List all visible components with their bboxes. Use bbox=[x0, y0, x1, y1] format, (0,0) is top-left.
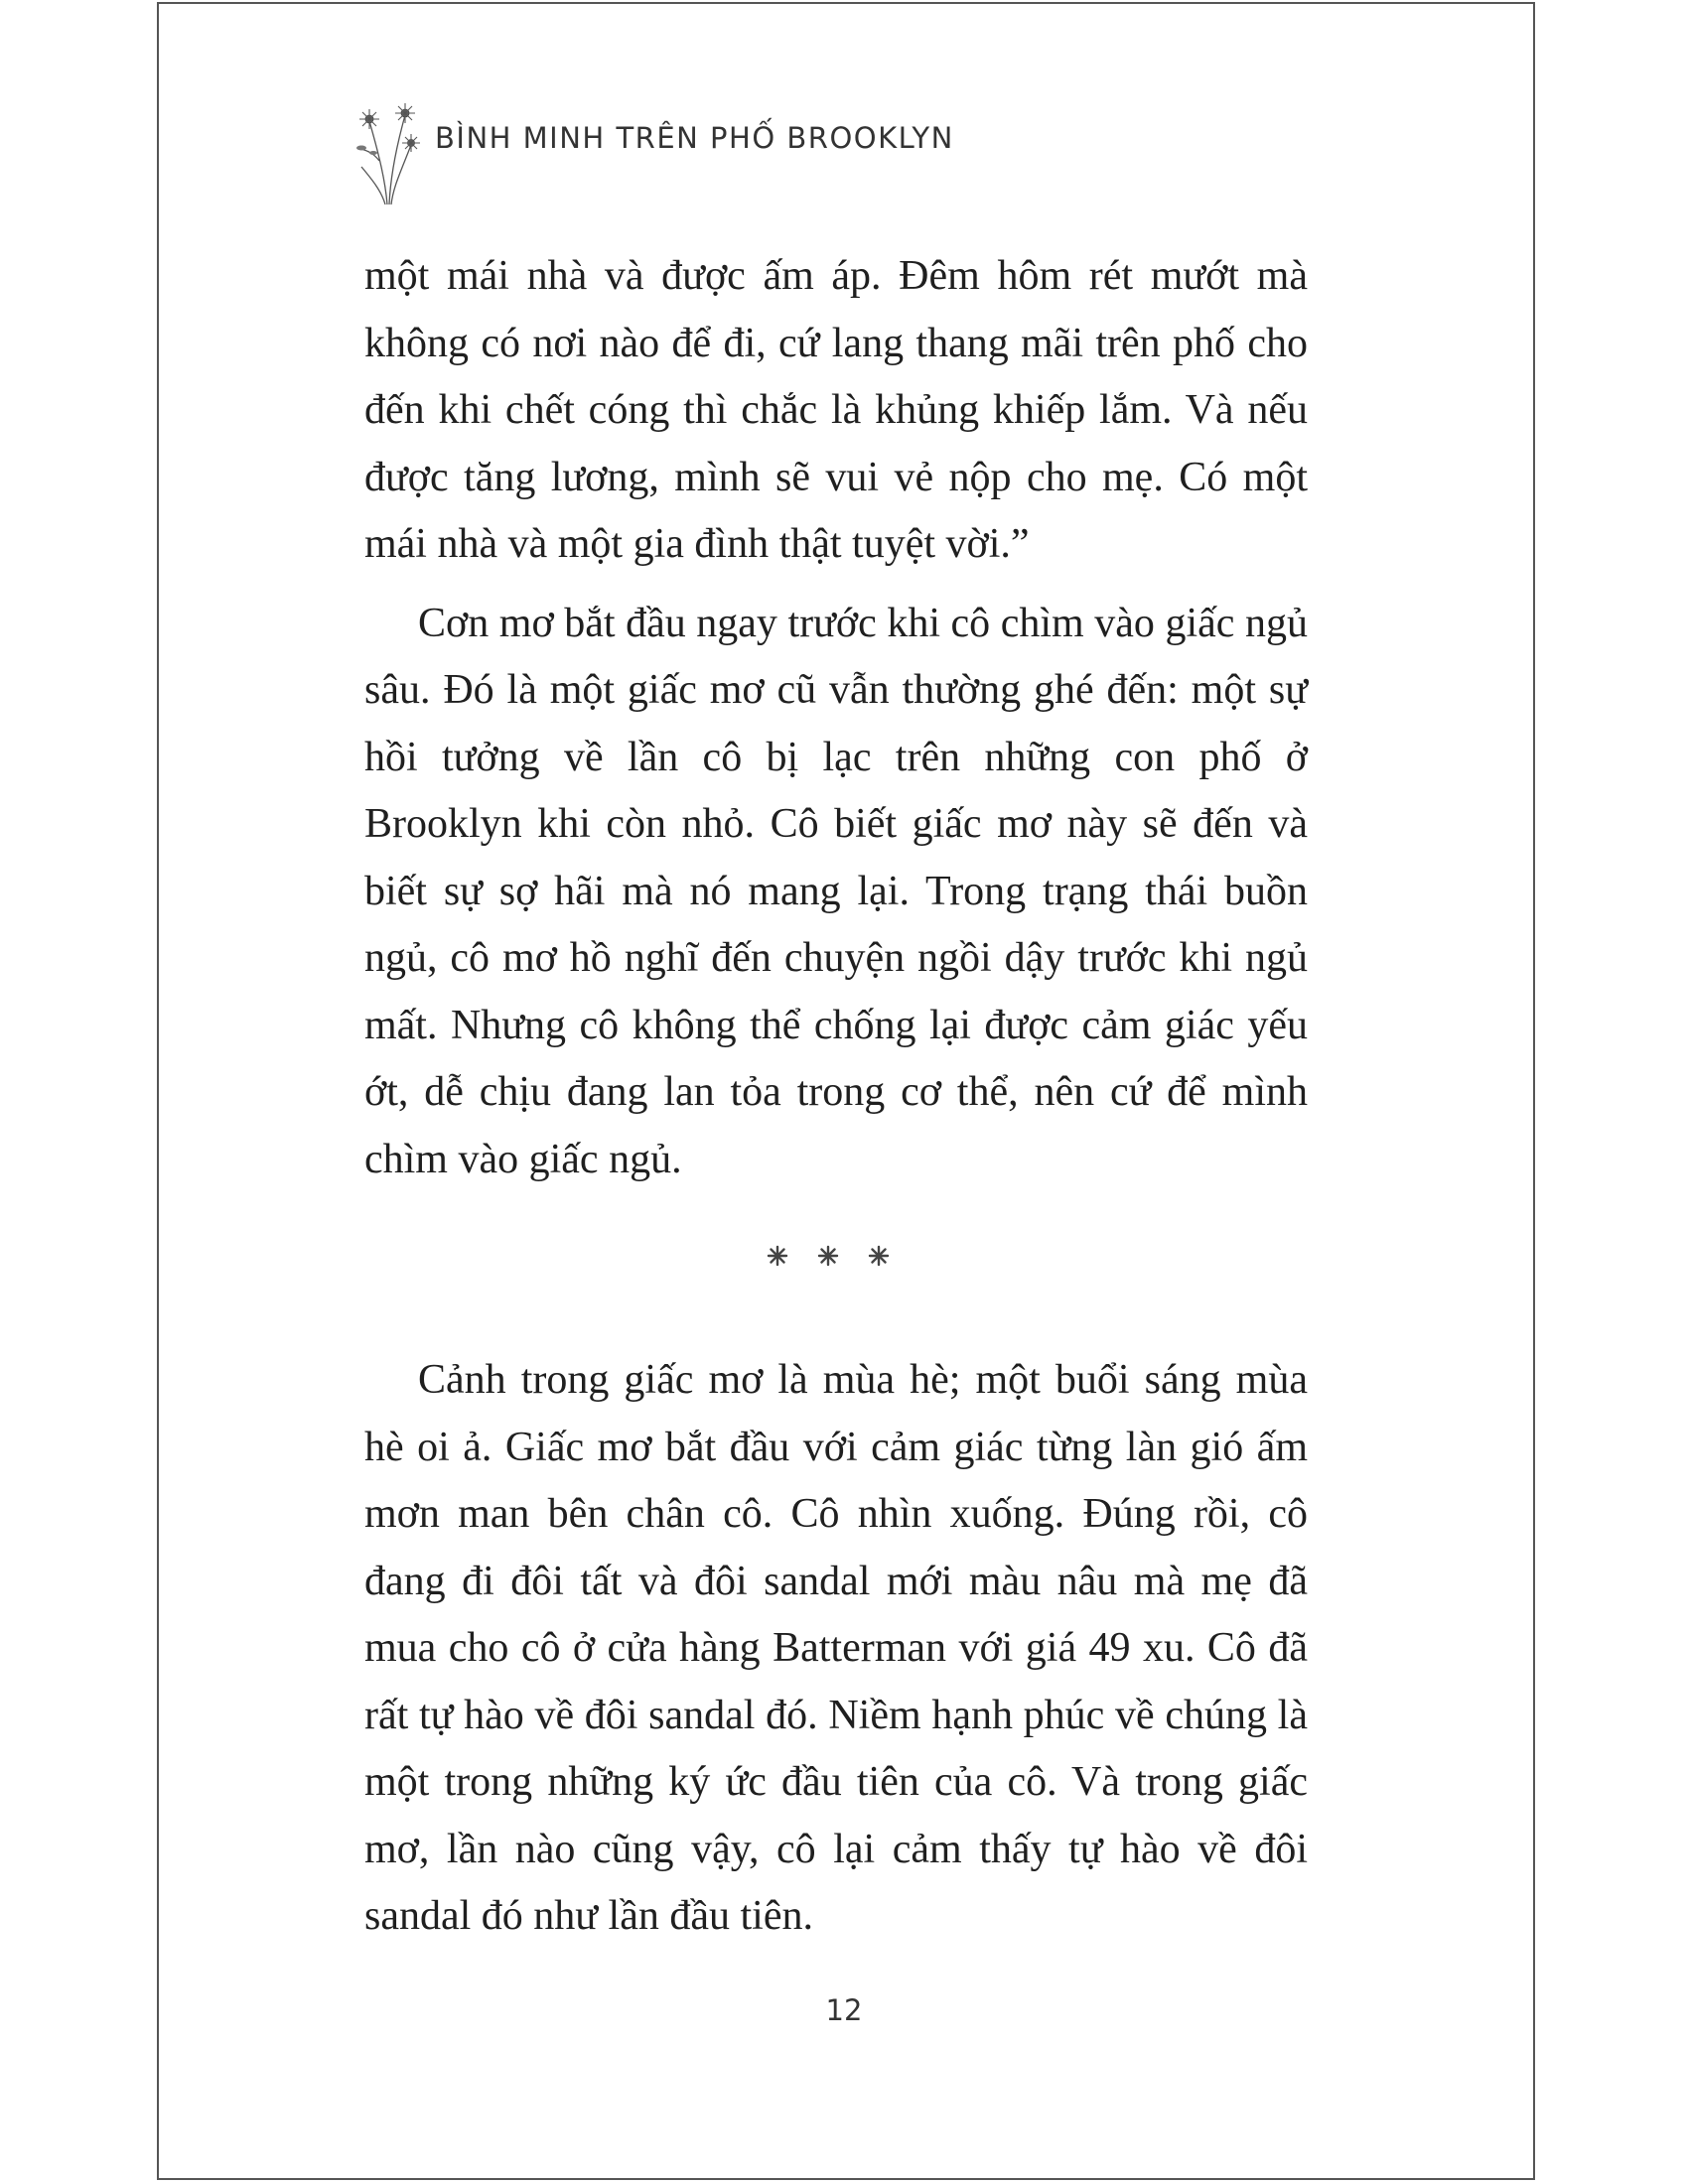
flower-icon bbox=[350, 101, 425, 205]
paragraph-1: một mái nhà và được ấm áp. Đêm hôm rét mướt mà không có nơi nào để đi, cứ lang thang mãi trên phố cho đến khi chết cóng thì chắc là khủng khiếp lắm. Và nếu được tăng lương, mình sẽ vui vẻ nộp cho mẹ. Có một mái nhà và một gia đình thật tuyệt vời.” bbox=[364, 253, 1308, 567]
paragraph-3: Cảnh trong giấc mơ là mùa hè; một buổi sáng mùa hè oi ả. Giấc mơ bắt đầu với cảm giác từng làn gió ấm mơn man bên chân cô. Cô nhìn xuống. Đúng rồi, cô đang đi đôi tất và đôi sandal mới màu nâu mà mẹ đã mua cho cô ở cửa hàng Batterman với giá 49 xu. Cô đã rất tự hào về đôi sandal đó. Niềm hạnh phúc về chúng là một trong những ký ức đầu tiên của cô. Và trong giấc mơ, lần nào cũng vậy, cô lại cảm thấy tự hào về đôi sandal đó như lần đầu tiên. bbox=[364, 1357, 1308, 1939]
asterism-icon bbox=[364, 1193, 1308, 1347]
body-text bbox=[364, 243, 1308, 1951]
page-number: 12 bbox=[825, 1993, 863, 2027]
paragraph-2: Cơn mơ bắt đầu ngay trước khi cô chìm vào giấc ngủ sâu. Đó là một giấc mơ cũ vẫn thường ghé đến: một sự hồi tưởng về lần cô bị lạc trên những con phố ở Brooklyn khi còn nhỏ. Cô biết giấc mơ này sẽ đến và biết sự sợ hãi mà nó mang lại. Trong trạng thái buồn ngủ, cô mơ hồ nghĩ đến chuyện ngồi dậy trước khi ngủ mất. Nhưng cô không thể chống lại được cảm giác yếu ớt, dễ chịu đang lan tỏa trong cơ thể, nên cứ để mình chìm vào giấc ngủ. bbox=[364, 600, 1308, 1182]
running-header-title: BÌNH MINH TRÊN PHỐ BROOKLYN bbox=[435, 121, 954, 155]
section-break bbox=[364, 1193, 1308, 1347]
